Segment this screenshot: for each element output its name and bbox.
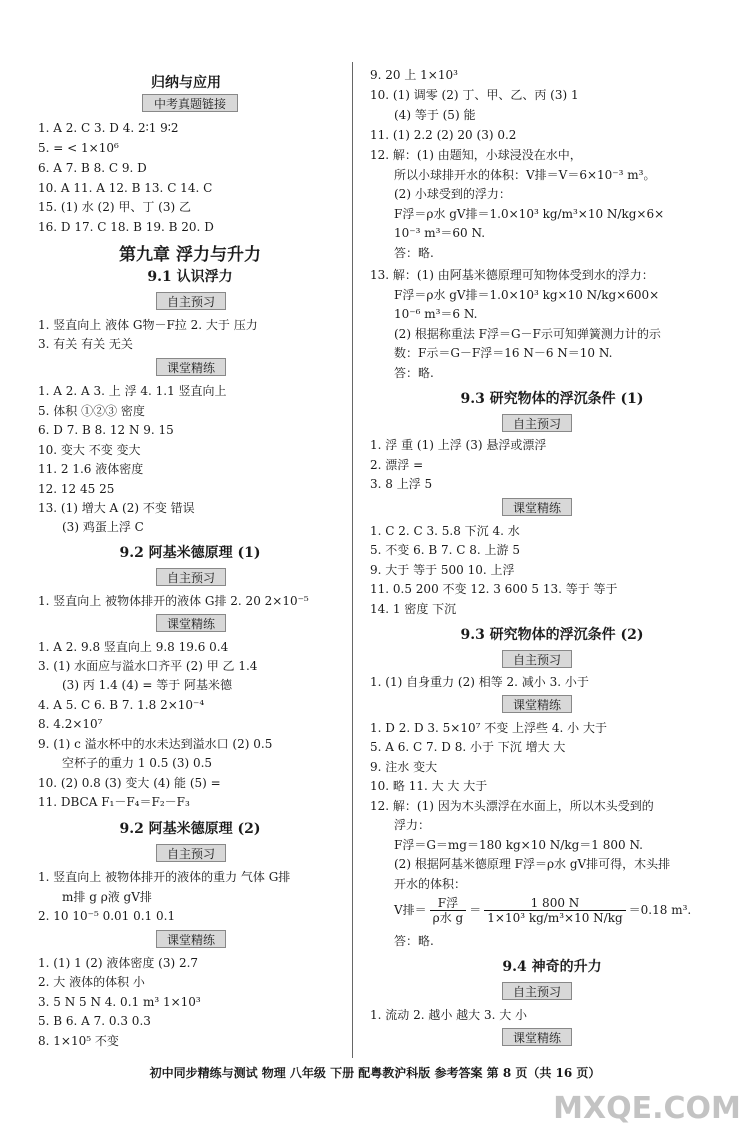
answer-line: 8. 4.2×10⁷	[38, 717, 103, 731]
answer-line: 1. A 2. C 3. D 4. 2∶1 9∶2	[38, 121, 179, 135]
answer-line: 9. 注水 变大	[370, 760, 438, 774]
svg-text:MXQE.COM: MXQE.COM	[553, 1091, 741, 1126]
formula-part: 1×10³ kg/m³×10 N/kg	[487, 911, 623, 925]
answer-line: 空杯子的重力 1 0.5 (3) 0.5	[62, 756, 213, 770]
answer-line: 1. D 2. D 3. 5×10⁷ 不变 上浮些 4. 小 大于	[370, 721, 607, 735]
answer-line: 9. 20 上 1×10³	[370, 68, 458, 82]
answer-line: 6. A 7. B 8. C 9. D	[38, 161, 147, 175]
fraction	[484, 896, 625, 925]
answer-line: 2. 大 液体的体积 小	[38, 975, 145, 989]
subsection-label: 自主预习	[502, 982, 572, 1000]
answer-line: F浮＝ρ水 gV排＝1.0×10³ kg×10 N/kg×600×	[394, 288, 660, 302]
section-title: 9.3 研究物体的浮沉条件 (2)	[460, 627, 644, 643]
answer-line: 1. 竖直向上 液体 G物－F拉 2. 大于 压力	[38, 318, 258, 332]
subsection-label: 自主预习	[156, 844, 226, 862]
section-title: 9.2 阿基米德原理 (1)	[119, 545, 261, 561]
answer-line: 1. C 2. C 3. 5.8 下沉 4. 水	[370, 524, 520, 538]
answer-line: 3. 5 N 5 N 4. 0.1 m³ 1×10³	[38, 995, 201, 1009]
subsection-label: 课堂精练	[502, 695, 572, 713]
answer-line: 浮力：	[394, 818, 431, 832]
subsection-label: 课堂精练	[502, 498, 572, 516]
answer-line: 1. 竖直向上 被物体排开的液体的重力 气体 G排	[38, 870, 291, 884]
answer-line: (2) 小球受到的浮力：	[394, 187, 511, 201]
subsection-label: 课堂精练	[502, 1028, 572, 1046]
answer-line: 1. 竖直向上 被物体排开的液体 G排 2. 20 2×10⁻⁵	[38, 594, 309, 608]
subsection-label: 中考真题链接	[142, 94, 238, 112]
answer-line: 1. (1) 1 (2) 液体密度 (3) 2.7	[38, 956, 199, 970]
formula-part: F浮	[430, 896, 467, 911]
answer-line: 答：略.	[394, 934, 434, 948]
answer-line: 13. 解：(1) 由阿基米德原理可知物体受到水的浮力：	[370, 268, 654, 282]
answer-line: 2. 漂浮 =	[370, 458, 424, 472]
answer-line: 所以小球排开水的体积：V排＝V＝6×10⁻³ m³。	[394, 168, 656, 182]
answer-line: 10. A 11. A 12. B 13. C 14. C	[38, 181, 213, 195]
answer-line: 1. A 2. A 3. 上 浮 4. 1.1 竖直向上	[38, 384, 227, 398]
section-title: 9.4 神奇的升力	[502, 959, 602, 975]
answer-line: m排 g ρ液 gV排	[62, 890, 152, 904]
answer-line: 10. (1) 调零 (2) 丁、甲、乙、丙 (3) 1	[370, 88, 579, 102]
section-title: 9.2 阿基米德原理 (2)	[119, 821, 261, 837]
answer-line: 12. 解：(1) 由题知，小球浸没在水中，	[370, 148, 582, 162]
formula-part: ＝	[469, 903, 482, 917]
answer-line: 11. DBCA F₁－F₄＝F₂－F₃	[38, 795, 190, 809]
answer-line: 2. 10 10⁻⁵ 0.01 0.1 0.1	[38, 909, 176, 923]
subsection-label: 自主预习	[156, 292, 226, 310]
formula-part: 1 800 N	[484, 896, 625, 911]
section-title: 归纳与应用	[151, 75, 221, 91]
subsection-label: 自主预习	[156, 568, 226, 586]
answer-line: 10⁻³ m³＝60 N.	[394, 226, 486, 240]
answer-line: 5. 体积 ①②③ 密度	[38, 404, 145, 418]
answer-line: 答：略.	[394, 366, 434, 380]
watermark-logo	[552, 1078, 742, 1126]
answer-line: 3. (1) 水面应与溢水口齐平 (2) 甲 乙 1.4	[38, 659, 258, 673]
answer-line: (2) 根据阿基米德原理 F浮＝ρ水 gV排可得，木头排	[394, 857, 671, 871]
answer-line: (2) 根据称重法 F浮＝G－F示可知弹簧测力计的示	[394, 327, 661, 341]
answer-line: 9. (1) c 溢水杯中的水未达到溢水口 (2) 0.5	[38, 737, 273, 751]
answer-line: 9. 大于 等于 500 10. 上浮	[370, 563, 515, 577]
answer-line: 12. 12 45 25	[38, 482, 115, 496]
page-footer: 初中同步精练与测试 物理 八年级 下册 配粤教沪科版 参考答案 第 8 页（共 16 页）	[149, 1066, 601, 1080]
answer-line: 1. A 2. 9.8 竖直向上 9.8 19.6 0.4	[38, 640, 229, 654]
subsection-label: 自主预习	[502, 650, 572, 668]
section-title: 9.3 研究物体的浮沉条件 (1)	[460, 391, 644, 407]
answer-line: (4) 等于 (5) 能	[394, 108, 476, 122]
answer-line: 答：略.	[394, 246, 434, 260]
answer-line: 10⁻⁶ m³＝6 N.	[394, 307, 478, 321]
answer-line: 1. (1) 自身重力 (2) 相等 2. 减小 3. 小于	[370, 675, 589, 689]
answer-line: 11. 0.5 200 不变 12. 3 600 5 13. 等于 等于	[370, 582, 618, 596]
answer-line: F浮＝G＝mg＝180 kg×10 N/kg＝1 800 N.	[394, 838, 643, 852]
formula-part: ρ水 g	[432, 911, 464, 925]
answer-line: 6. D 7. B 8. 12 N 9. 15	[38, 423, 174, 437]
subsection-label: 课堂精练	[156, 930, 226, 948]
subsection-label: 课堂精练	[156, 614, 226, 632]
answer-line: (3) 丙 1.4 (4) = 等于 阿基米德	[62, 678, 233, 692]
answer-line: 数：F示＝G－F浮＝16 N－6 N＝10 N.	[394, 346, 613, 360]
answer-line: 5. A 6. C 7. D 8. 小于 下沉 增大 大	[370, 740, 566, 754]
answer-line: 11. (1) 2.2 (2) 20 (3) 0.2	[370, 128, 517, 142]
answer-line: 5. B 6. A 7. 0.3 0.3	[38, 1014, 151, 1028]
answer-line: 3. 有关 有关 无关	[38, 337, 133, 351]
answer-line: 15. (1) 水 (2) 甲、丁 (3) 乙	[38, 200, 191, 214]
column-divider	[352, 62, 353, 1058]
formula-part: ＝0.18 m³.	[628, 903, 692, 917]
answer-line: 1. 浮 重 (1) 上浮 (3) 悬浮或漂浮	[370, 438, 547, 452]
answer-line: 1. 流动 2. 越小 越大 3. 大 小	[370, 1008, 528, 1022]
fraction	[430, 896, 467, 925]
answer-line: 10. (2) 0.8 (3) 变大 (4) 能 (5) =	[38, 776, 221, 790]
volume-formula	[394, 896, 691, 925]
answer-line: 12. 解：(1) 因为木头漂浮在水面上，所以木头受到的	[370, 799, 654, 813]
answer-line: 8. 1×10⁵ 不变	[38, 1034, 119, 1048]
answer-line: 13. (1) 增大 A (2) 不变 错误	[38, 501, 195, 515]
answer-line: (3) 鸡蛋上浮 C	[62, 520, 144, 534]
answer-line: 16. D 17. C 18. B 19. B 20. D	[38, 220, 214, 234]
formula-part: V排＝	[394, 903, 427, 917]
subsection-label: 自主预习	[502, 414, 572, 432]
answer-line: 3. 8 上浮 5	[370, 477, 433, 491]
answer-line: 4. A 5. C 6. B 7. 1.8 2×10⁻⁴	[38, 698, 205, 712]
answer-line: 5. 不变 6. B 7. C 8. 上游 5	[370, 543, 520, 557]
subsection-label: 课堂精练	[156, 358, 226, 376]
section-title: 9.1 认识浮力	[147, 269, 233, 285]
answer-line: 开水的体积：	[394, 877, 467, 891]
answer-line: 11. 2 1.6 液体密度	[38, 462, 144, 476]
answer-line: F浮＝ρ水 gV排＝1.0×10³ kg/m³×10 N/kg×6×	[394, 207, 665, 221]
answer-line: 10. 变大 不变 变大	[38, 443, 141, 457]
answer-line: 10. 略 11. 大 大 大于	[370, 779, 488, 793]
chapter-title: 第九章 浮力与升力	[119, 245, 261, 265]
answer-line: 14. 1 密度 下沉	[370, 602, 457, 616]
answer-line: 5. = < 1×10⁶	[38, 141, 119, 155]
